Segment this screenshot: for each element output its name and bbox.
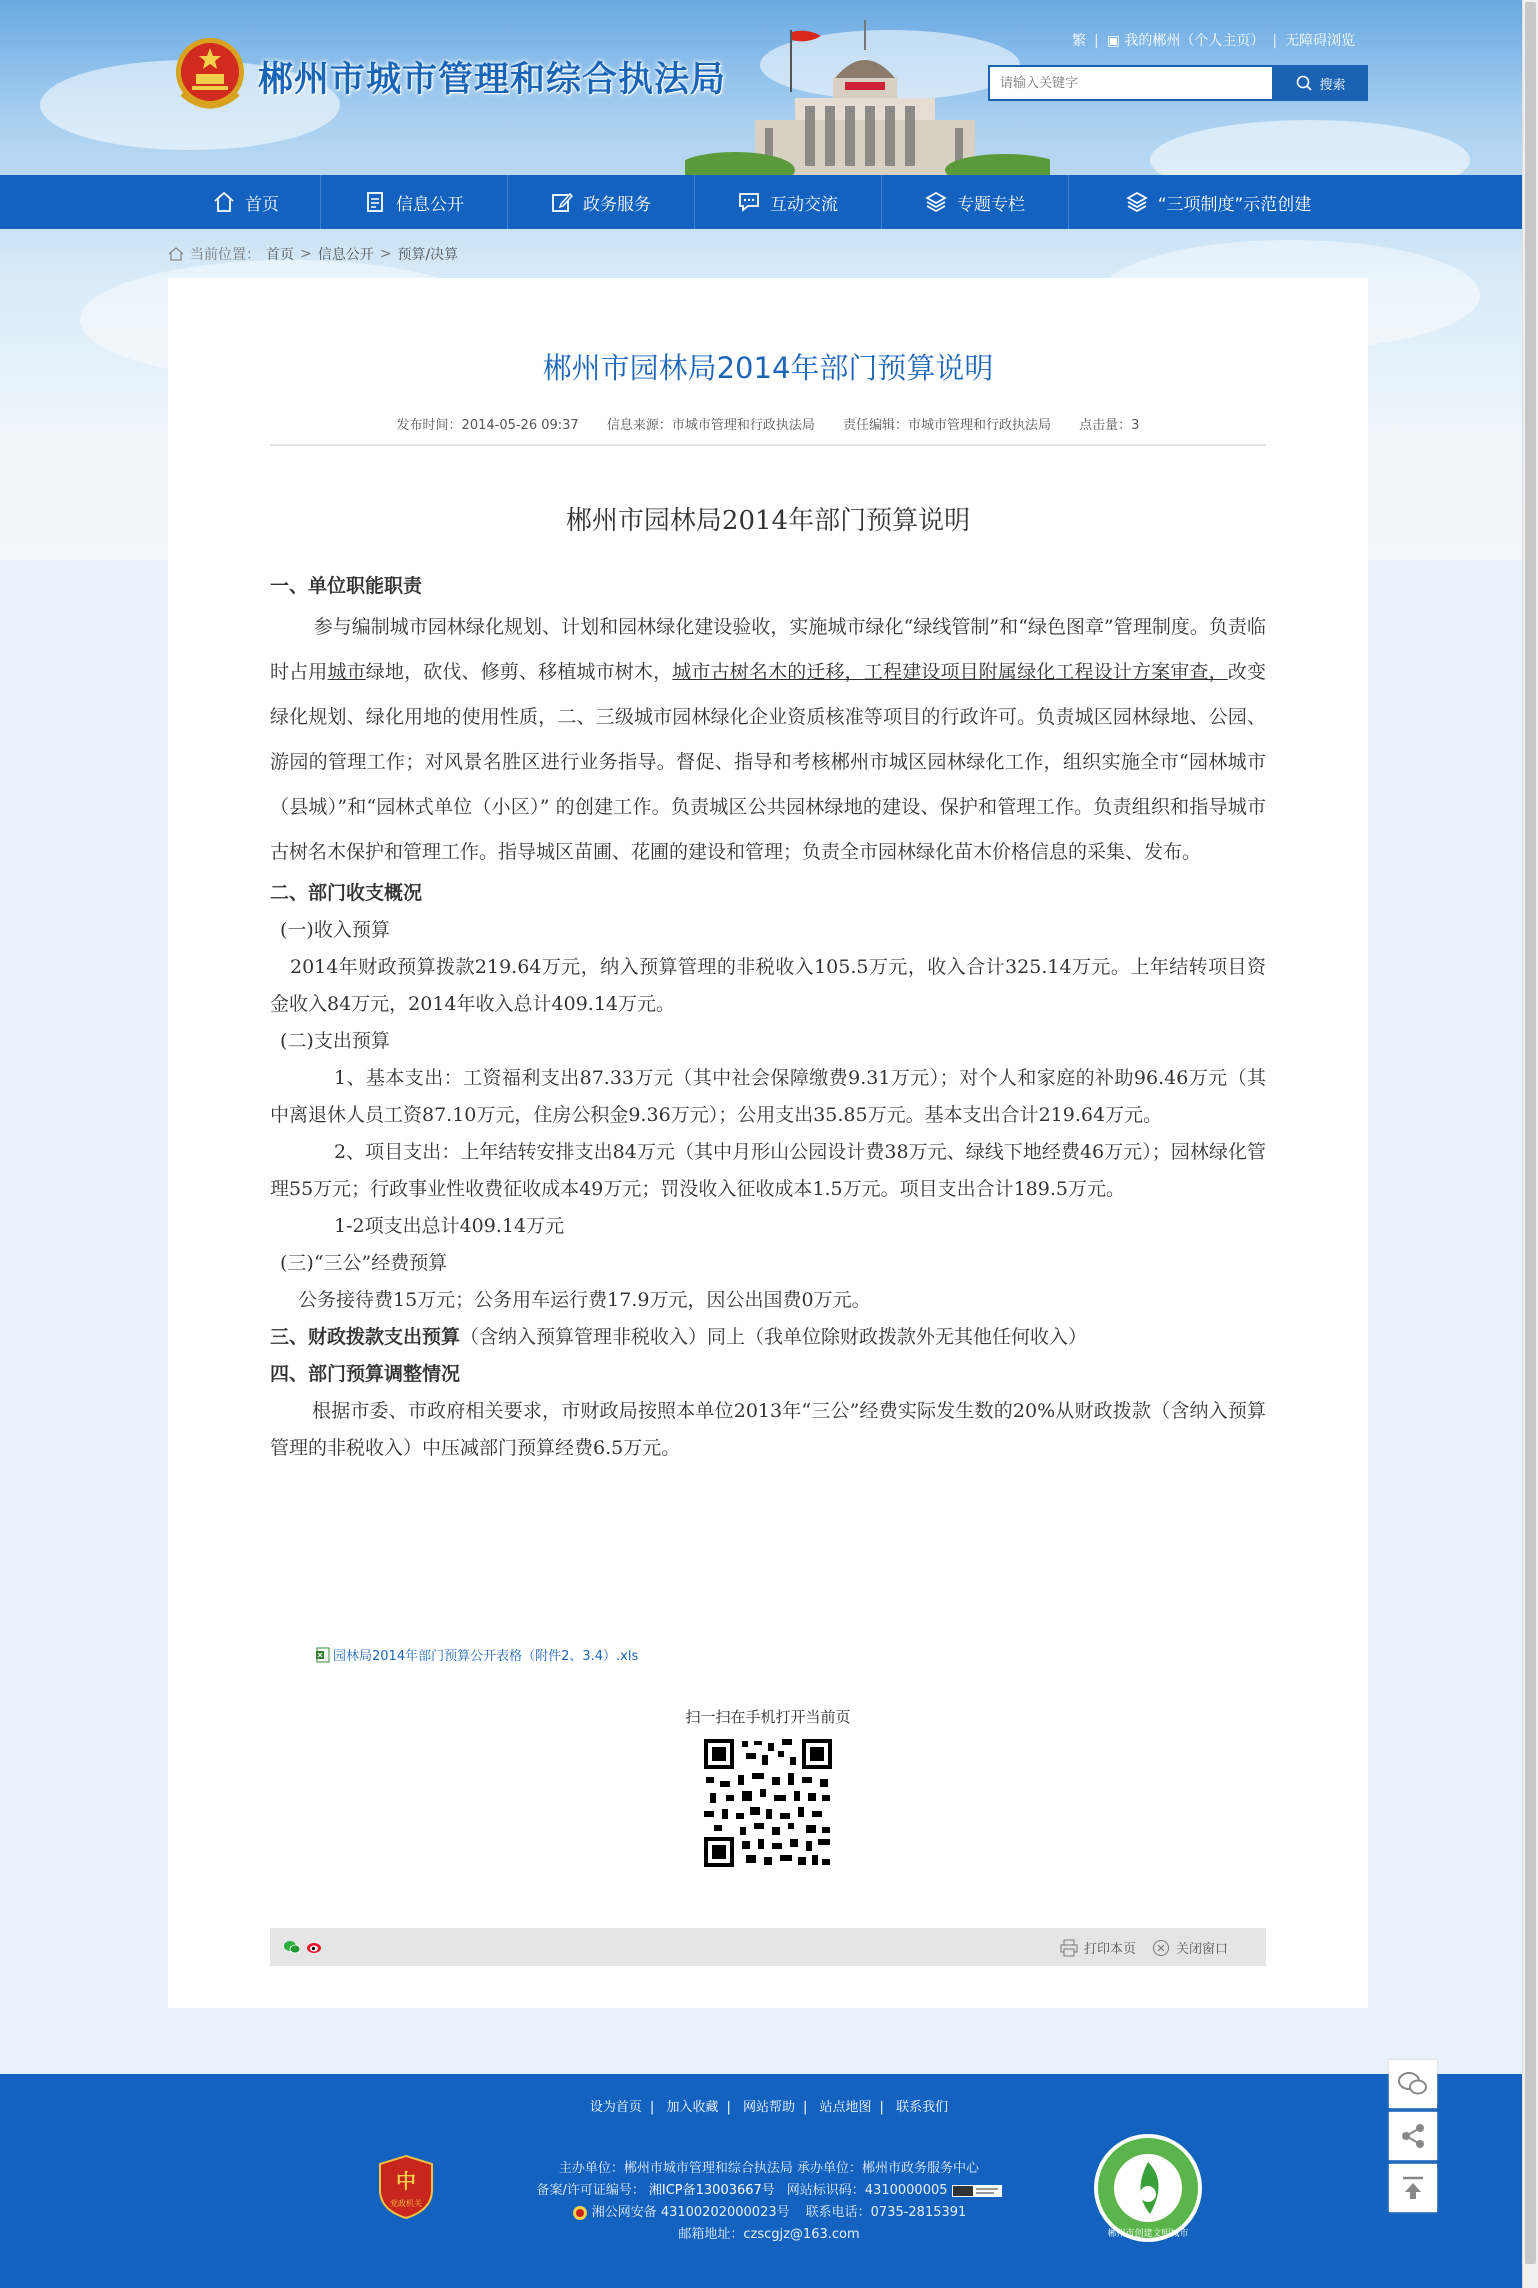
footer-info [0,2158,1538,2246]
responsible-editor: 责任编辑：市城市管理和行政执法局 [843,418,1052,433]
monitor-icon: ▣ [1106,33,1120,49]
document-title: 郴州市园林局2014年部门预算说明 [565,506,971,536]
article-meta [168,414,1368,433]
breadcrumb [168,244,458,264]
info-source: 信息来源：市城市管理和行政执法局 [606,418,815,433]
nav-interaction[interactable] [695,175,882,229]
civil-badge-text: 郴州市创建文明城市 [1107,2229,1189,2239]
accessibility-link[interactable]: 无障碍浏览 [1285,33,1356,49]
home-icon [213,191,235,213]
scrollbar-thumb[interactable] [1525,2,1536,2264]
site-title[interactable]: 郴州市城市管理和综合执法局 [258,60,727,100]
excel-file-icon [315,1647,331,1663]
search-box [988,65,1274,101]
weibo-share-icon[interactable] [306,1940,322,1954]
nav-label: 首页 [245,194,279,215]
traditional-chinese-link[interactable]: 繁 [1072,33,1086,49]
paragraph-basic-expenditure: 1、基本支出：工资福利支出87.33万元（其中社会保障缴费9.31万元）；对个人和家庭的补助96.46万元（其中离退休人员工资87.10万元，住房公积金9.36万元）；公用支出35.85万元。基本支出合计219.64万元。 [270,1067,1266,1126]
subheading-income: (一)收入预算 [280,919,390,941]
chat-icon [738,191,760,213]
main-nav [0,175,1538,229]
layers-icon [925,191,947,213]
nav-info-disclosure[interactable] [321,175,508,229]
share-bar [270,1928,1266,1966]
wechat-float-button[interactable] [1389,2060,1437,2108]
close-label: 关闭窗口 [1176,1942,1229,1957]
qr-caption: 扫一扫在手机打开当前页 [685,1708,851,1726]
text-run: 改变绿化规划、绿化用地的使用性质，二、三级城市园林绿化企业资质核准等项目的行政许可。负责城区园林绿地、公园、游园的管理工作；对风景名胜区进行业务指导。督促、指导和考核郴州市城区园林绿化工作，组织实施全市“园林城市（县城）”和“园林式单位（小区）” 的创建工作。负责城区公共园林绿地的建设、保护和管理工作。负责组织和指导城市古树名木保护和管理工作。指导城区苗圃、花圃的建设和管理；负责全市园林绿化苗木价格信息的采集、发布。 [270,661,1266,863]
footer-link-sitemap[interactable]: 站点地图 [819,2100,872,2115]
paragraph-adjustment: 根据市委、市政府相关要求，市财政局按照本单位2013年“三公”经费实际发生数的20%从财政拨款（含纳入预算管理的非税收入）中压减部门预算经费6.5万元。 [270,1400,1266,1459]
share-icon [1399,2122,1427,2150]
breadcrumb-separator: > [300,246,312,262]
attachment-label: 园林局2014年部门预算公开表格（附件2、3.4）.xls [333,1649,639,1664]
article-title: 郴州市园林局2014年部门预算说明 [542,351,994,385]
svg-text:中: 中 [396,2169,416,2193]
nav-label: 信息公开 [396,194,464,215]
underlined-text: 城市古树名木的迁移，工程建设项目附属绿化工程设计方案审查， [672,661,1228,683]
text-run: 参与编制城市园林绿化规划、计划和园林绿化建设验收，实施城市绿化“绿线管制”和“绿色图章”管理制度。负责临时占用 [270,616,1266,683]
heading-text: 三、财政拨款支出预算 [270,1326,461,1348]
contact-phone: 联系电话：0735-2815391 [805,2205,967,2220]
breadcrumb-info-disclosure[interactable]: 信息公开 [317,247,374,263]
page-scrollbar[interactable] [1522,0,1538,2288]
nav-label: 专题专栏 [957,194,1025,215]
section-heading [270,1319,1266,1356]
document-icon [364,191,386,213]
paragraph-three-public: 公务接待费15万元；公务用车运行费17.9万元，因公出国费0万元。 [298,1289,871,1311]
printer-icon [1060,1939,1078,1957]
wechat-share-icon[interactable] [284,1940,300,1954]
section-heading: 一、单位职能职责 [270,575,423,597]
search-button-label: 搜索 [1319,77,1346,93]
share-float-button[interactable] [1389,2112,1437,2160]
nav-government-services[interactable] [508,175,695,229]
stack-icon [1126,191,1148,213]
paragraph-duties [270,605,1266,875]
footer-link-set-homepage[interactable]: 设为首页 [589,2100,642,2115]
site-footer [0,2074,1538,2288]
close-window-button[interactable] [1152,1938,1228,1957]
top-links: 繁 | ▣ 我的郴州（个人主页） | 无障碍浏览 [1072,33,1356,49]
back-to-top-icon [1400,2175,1426,2201]
site-header [0,0,1538,175]
nav-three-systems[interactable] [1069,175,1368,229]
sponsor-text: 主办单位：郴州市城市管理和综合执法局 承办单位：郴州市政务服务中心 [558,2161,980,2176]
text-run: 绿地，砍伐、修剪、移植城市树木， [365,661,673,683]
publish-time: 发布时间：2014-05-26 09:37 [396,418,579,433]
article-body [270,500,1266,1467]
underlined-text: 城市 [327,661,366,683]
back-to-top-button[interactable] [1389,2164,1437,2212]
home-icon [168,246,184,262]
breadcrumb-prefix: 当前位置： [190,247,260,263]
police-badge-icon [572,2205,588,2221]
cnzz-icon[interactable] [952,2185,1002,2197]
icp-prefix: 备案/许可证编号： [536,2183,645,2198]
breadcrumb-home[interactable]: 首页 [266,247,294,263]
footer-link-bookmark[interactable]: 加入收藏 [666,2100,719,2115]
breadcrumb-separator: > [379,246,392,262]
breadcrumb-budget[interactable]: 预算/决算 [397,247,459,263]
floating-tools [1389,2060,1437,2212]
heading-note: （含纳入预算管理非税收入）同上（我单位除财政拨款外无其他任何收入） [460,1326,1088,1348]
search-input[interactable] [990,67,1272,99]
footer-link-contact[interactable]: 联系我们 [896,2100,949,2115]
my-homepage-link[interactable]: 我的郴州（个人主页） [1124,33,1265,49]
civilized-city-badge-icon[interactable] [1092,2132,1204,2244]
nav-label: 互动交流 [770,194,838,215]
paragraph-project-expenditure: 2、项目支出：上年结转安排支出84万元（其中月形山公园设计费38万元、绿线下地经费46万元）；园林绿化管理55万元；行政事业性收费征收成本49万元；罚没收入征收成本1.5万元。项目支出合计189.5万元。 [270,1141,1266,1200]
article-card [168,278,1368,2008]
search-icon [1296,75,1312,91]
footer-link-help[interactable]: 网站帮助 [742,2100,795,2115]
national-emblem-icon[interactable] [172,34,248,114]
section-heading: 二、部门收支概况 [270,882,423,904]
subheading-three-public: (三)“三公”经费预算 [280,1252,448,1274]
share-icons [284,1940,322,1954]
subheading-expenditure: (二)支出预算 [280,1030,390,1052]
print-page-button[interactable] [1060,1938,1136,1957]
contact-email: 邮箱地址：czscgjz@163.com [678,2227,860,2242]
wechat-icon [1398,2071,1428,2097]
section-heading: 四、部门预算调整情况 [270,1363,461,1385]
qr-code-icon [702,1737,834,1869]
edit-icon [551,191,573,213]
icp-link[interactable]: 湘ICP备13003667号 [648,2183,775,2198]
footer-links: 设为首页 | 加入收藏 | 网站帮助 | 站点地图 | 联系我们 [589,2100,949,2115]
nav-special-topics[interactable] [882,175,1069,229]
nav-label: “三项制度”示范创建 [1157,194,1312,215]
nav-home[interactable] [172,175,321,229]
click-count: 点击量：3 [1079,418,1140,433]
print-label: 打印本页 [1084,1942,1137,1957]
divider [270,444,1266,446]
search-button[interactable] [1274,65,1368,101]
attachment-link[interactable] [315,1645,638,1664]
gov-badge-text: 党政机关 [390,2199,422,2208]
nav-label: 政务服务 [583,194,651,215]
paragraph-total-expenditure: 1-2项支出总计409.14万元 [334,1215,565,1237]
paragraph-income: 2014年财政预算拨款219.64万元，纳入预算管理的非税收入105.5万元，收入合计325.14万元。上年结转项目资金收入84万元，2014年收入总计409.14万元。 [270,956,1266,1015]
police-record-link[interactable]: 湘公网安备 43100202000023号 [591,2205,790,2220]
site-code: 网站标识码：4310000005 [786,2183,948,2198]
close-circle-icon [1152,1939,1170,1957]
